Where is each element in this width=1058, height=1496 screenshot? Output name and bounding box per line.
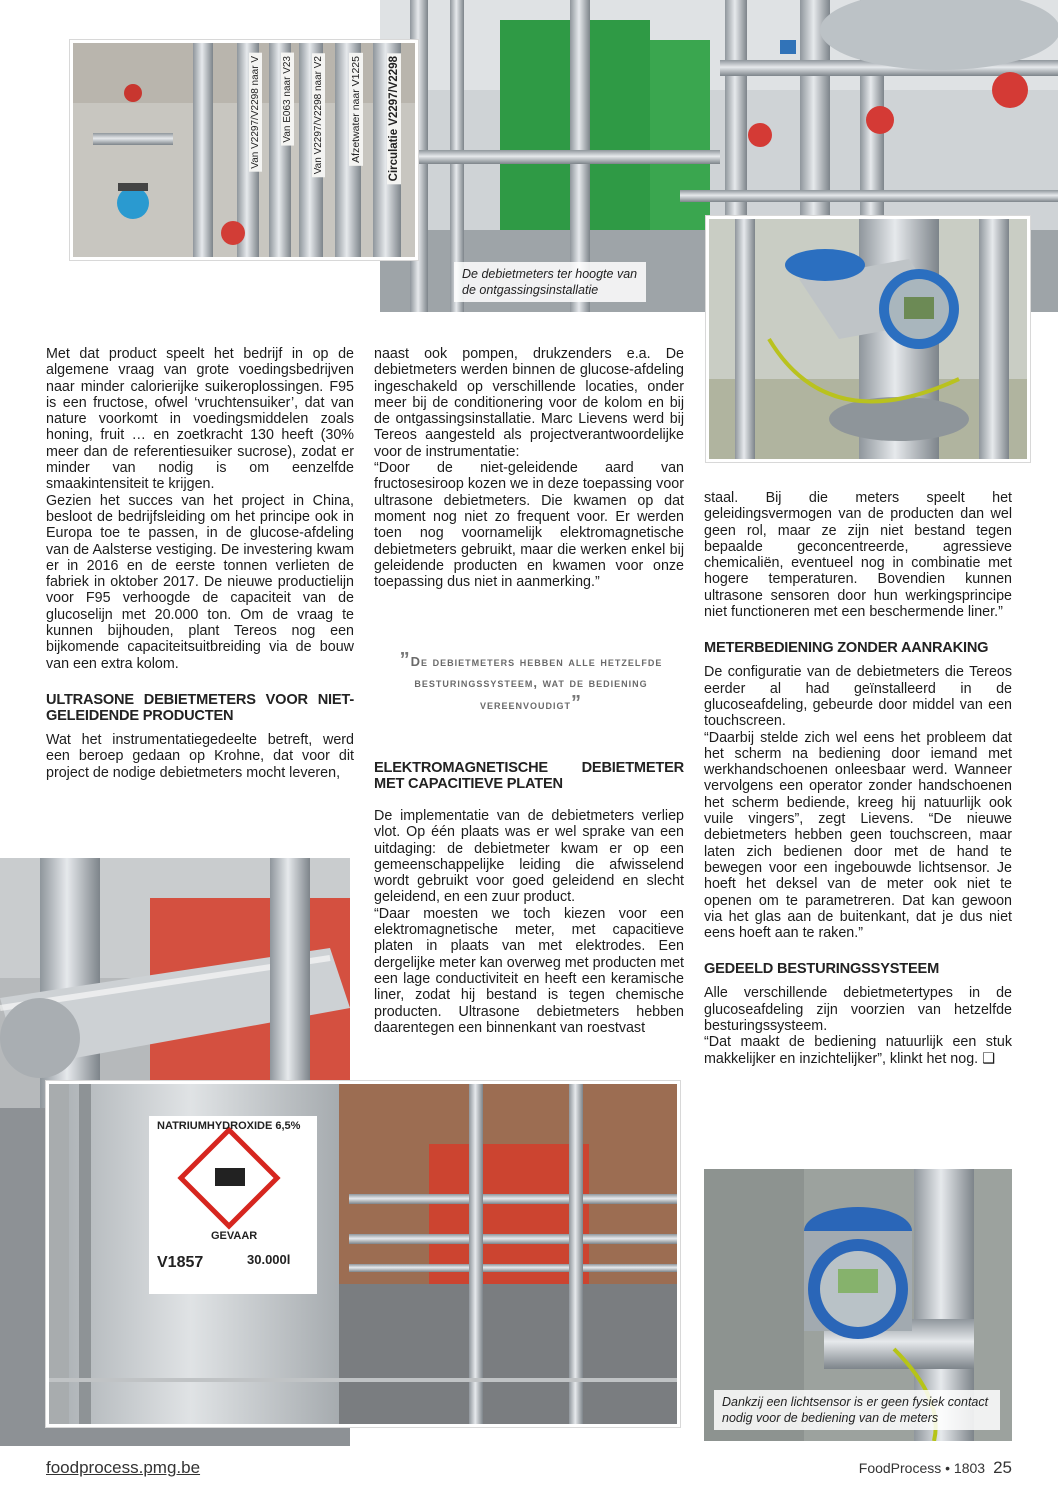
tank-label-volume: 30.000l (247, 1252, 291, 1267)
pipe-label-afzetwater: Afzetwater naar V1225 (349, 53, 363, 166)
col2-paragraph-2: “Door de niet-geleidende aard van fructosesiroop kozen we in deze toepassing voor ultrasone debietmeters. Die kwamen op dat moment nog niet zo frequent voor. Er werden toen nog voornamelijk elektromagnetische debietmeters gebruikt, maar die werken enkel bij geleidende producten en kwamen voor onze toepassing dus niet in aanmerking.” (374, 460, 684, 591)
col1-paragraph-1: Met dat product speelt het bedrijf in op de algemene vraag van grote voedingsbedrijven naar minder calorierijke suikeroplossingen. F95 is een fructose, ofwel ‘vruchtensuiker’, dat van nature voorkomt in voedingsmiddelen zoals honing, fruit … en zoetkracht 130 heeft (30% meer dan de referentiesuiker sucrose), zodat er minder van nodig is om eenzelfde smaakintensiteit te krijgen. (46, 346, 354, 493)
col1-paragraph-3: Wat het instrumentatiegedeelte betreft, werd een beroep gedaan op Krohne, dat voor dit project de nodige debietmeters mocht leveren, (46, 731, 354, 781)
col3-heading-gedeeld: GEDEELD BESTURINGSSYSTEEM (704, 961, 940, 978)
col1-paragraph-2: Gezien het succes van het project in China, besloot de bedrijfsleiding om het principe ook in Europa toe te passen, in de glucose-afdeling van de Aalsterse vestiging. De investering kwam er in 2016 en de eerste tonnen verlieten de fabriek in oktober 2017. De nieuwe productielijn voor F95 verhoogde de capaciteit van de glucoselijn met 20.000 ton. Om de vraag te kunnen bijhouden, plant Tereos nog een bijkomende capaciteitsuitbreiding via de bouw van een extra kolom. (46, 492, 354, 672)
column-3 (704, 490, 1012, 1067)
col3-paragraph-4: Alle verschillende debietmetertypes in de glucoseafdeling zijn voorzien van hetzelfde besturingssysteem. (704, 985, 1012, 1035)
tank-label-substance: NATRIUMHYDROXIDE 6,5% (157, 1120, 301, 1132)
pipe-label-circulatie: Circulatie V2297/V2298 (387, 53, 401, 184)
page-number: 25 (993, 1458, 1012, 1477)
col3-paragraph-1: staal. Bij die meters speelt het geleidingsvermogen van de producten dan wel geen rol, maar ze zijn niet bestand tegen bepaalde geconcentreerde, agressieve chemicaliën, eventueel nog in combinatie met hogere temperaturen. Bovendien kunnen ultrasone sensoren door hun werkingsprincipe niet functioneren met een beschermende liner.” (704, 490, 1012, 621)
col1-heading-ultrasone: ULTRASONE DEBIETMETERS VOOR NIET-GELEIDENDE PRODUCTEN (46, 691, 354, 724)
photo-blue-flowmeter (706, 216, 1030, 462)
tank-label-id: V1857 (157, 1254, 204, 1271)
footer-website-link[interactable]: foodprocess.pmg.be (46, 1458, 201, 1477)
caption-bottom-photo: Dankzij een lichtsensor is er geen fysiek contact nodig voor de bediening van de meters (714, 1390, 1000, 1430)
col2-heading-elektromagnetische: ELEKTROMAGNETISCHE DEBIETMETER MET CAPACITIEVE PLATEN (374, 760, 684, 792)
col2-paragraph-1: naast ook pompen, drukzenders e.a. De debietmeters werden binnen de glucose-afdeling ingeschakeld op verschillende locaties, onder meer bij de conditionering voor de kolom en bij de ontgassingsinstallatie. Marc Lievens werd bij Tereos aangesteld als projectverantwoordelijke voor de instrumentatie: (374, 346, 684, 460)
pull-quote-text: De debietmeters hebben alle hetzelfde besturingssysteem, wat de bediening vereenvoudigt (410, 654, 663, 712)
col3-heading-meterbediening: METERBEDIENING ZONDER AANRAKING (704, 640, 989, 657)
col2-paragraph-4: “Daar moesten we toch kiezen voor een elektromagnetische meter, met capacitieve platen in plaats van met elektrodes. Een dergelijke meter kan overweg met producten met een lage conductiviteit en heeft een keramische liner, zodat hij bestand is tegen chemische producten. Ultrasone debietmeters hebben daarentegen een binnenkant van roestvast (374, 905, 684, 1036)
col3-paragraph-2: De configuratie van de debietmeters die Tereos eerder al had geïnstalleerd in de glucoseafdeling, gebeurde door middel van een touchscreen. (704, 664, 1012, 730)
photo-pipe-labels (70, 40, 418, 260)
pull-quote: ”De debietmeters hebben alle hetzelfde besturingssysteem, wat de bediening vereenvoudigt” (399, 649, 663, 714)
pipe-label-van-v2297-a: Van V2297/V2298 naar V2 (312, 53, 325, 177)
col2-paragraph-3: De implementatie van de debietmeters verliep vlot. Op één plaats was er wel sprake van een uitdaging: de debietmeter kwam er op een gemeenschappelijke leiding die afwisselend wordt gebruikt voor goed geleidend en slecht geleidend, en een zuur product. (374, 808, 684, 906)
pipe-label-van-e063: Van E063 naar V23 (281, 53, 294, 146)
flowmeter-illustration (709, 219, 1027, 459)
col3-paragraph-3: “Daarbij stelde zich wel eens het probleem dat het scherm na bediening door iemand met werkhandschoenen onleesbaar werd. Wanneer vervolgens een operator zonder handschoenen het scherm bediende, kreeg hij natuurlijk ook vuile vingers”, zegt Lievens. “De nieuwe debietmeters hebben geen touchscreen, maar laten zich bedienen door met de hand te bewegen voor een ingebouwde lichtsensor. Je hoeft het deksel van de meter ook niet te openen om te parametreren. Dat kan gewoon via het glas aan de buitenkant, dat je dus niet eens hoeft aan te raken.” (704, 729, 1012, 942)
column-1 (46, 346, 354, 781)
col3-paragraph-5: “Dat maakt de bediening natuurlijk een stuk makkelijker en inzichtelijker”, klinkt het nog. ❑ (704, 1034, 1012, 1067)
footer-issue (859, 1458, 1012, 1478)
tank-illustration (49, 1084, 677, 1424)
column-2 (374, 346, 684, 590)
column-2-lower (374, 742, 684, 1036)
caption-top-photo: De debietmeters ter hoogte van de ontgassingsinstallatie (454, 262, 646, 302)
footer-issue-label: FoodProcess • 1803 (858, 1460, 986, 1476)
pipe-label-van-v2297-b: Van V2297/V2298 naar V (249, 53, 262, 172)
tank-label-warning: GEVAAR (211, 1230, 258, 1242)
photo-sodium-hydroxide-tank (46, 1081, 680, 1427)
